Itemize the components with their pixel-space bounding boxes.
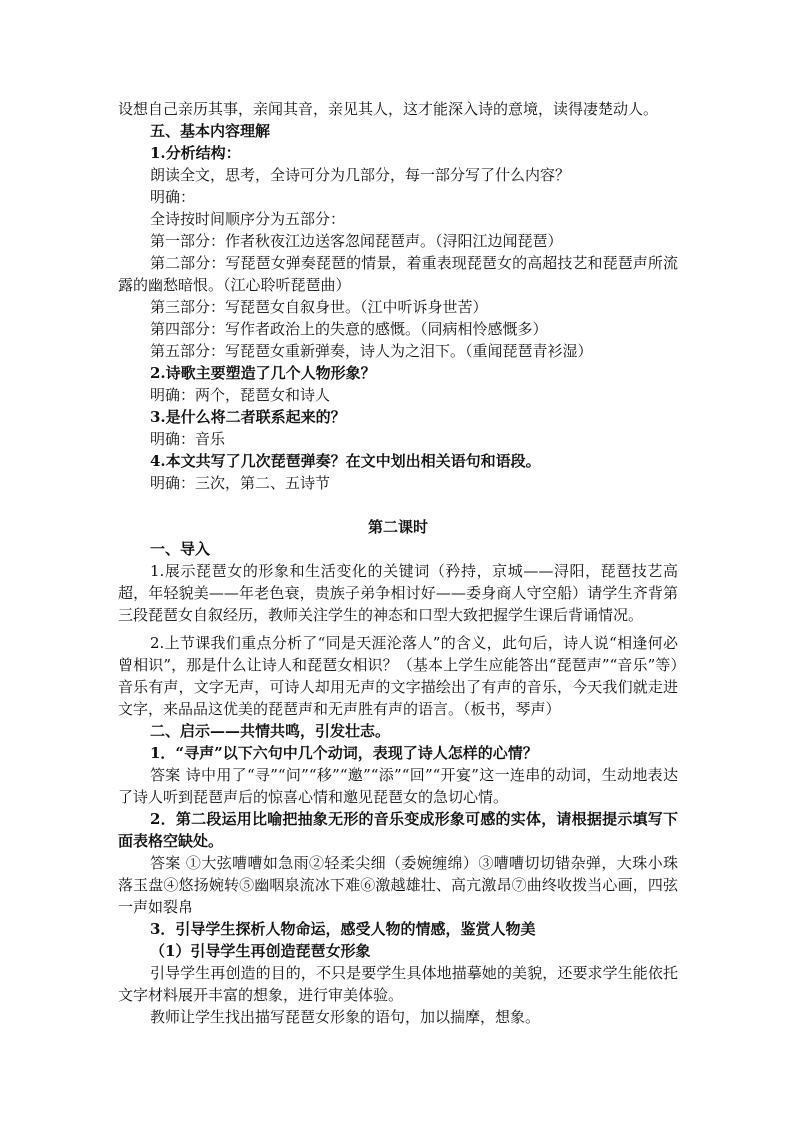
paragraph: 引导学生再创造的目的，不只是要学生具体地描摹她的美貌，还要求学生能依托文字材料展开丰富的想象，进行审美体验。: [118, 964, 678, 1004]
paragraph: 明确：音乐: [150, 430, 226, 448]
paragraph: 2.上节课我们重点分析了“同是天涯沦落人”的含义，此句后，诗人说“相逢何必曾相识”，那是什么让诗人和琵琶女相识？（基本上学生应能答出“琵琶声”“音乐”等）音乐有声，文字无声，可诗人却用无声的文字描绘出了有声的音乐，今天我们就走进文字，来品品这优美的琵琶声和无声胜有声的语言。（板书，琴声）: [118, 634, 678, 718]
section-heading: 二、启示——共情共鸣，引发壮志。: [150, 722, 391, 740]
question-heading: 2.诗歌主要塑造了几个人物形象？: [150, 364, 376, 382]
paragraph: 明确：两个，琵琶女和诗人: [150, 386, 331, 404]
paragraph: 第二部分：写琵琶女弹奏琵琶的情景，着重表现琵琶女的高超技艺和琵琶声所流露的幽愁暗恨。（江心聆听琵琶曲）: [118, 254, 678, 294]
paragraph: 明确：: [150, 188, 196, 206]
paragraph: 第五部分：写琵琶女重新弹奏，诗人为之泪下。（重闻琵琶青衫湿）: [150, 342, 593, 360]
answer-paragraph: 答案 ①大弦嘈嘈如急雨②轻柔尖细（委婉缠绵）③嘈嘈切切错杂弹，大珠小珠落玉盘④悠扬婉转⑤幽咽泉流冰下难⑥激越雄壮、高亢激昂⑦曲终收拨当心画，四弦一声如裂帛: [118, 854, 678, 916]
sub-heading: （1）引导学生再创造琵琶女形象: [150, 942, 371, 960]
section-heading: 五、基本内容理解: [150, 122, 271, 140]
paragraph: 设想自己亲历其事，亲闻其音，亲见其人，这才能深入诗的意境，读得凄楚动人。: [118, 100, 659, 118]
section-heading: 一、导入: [150, 540, 211, 558]
paragraph: 第四部分：写作者政治上的失意的感慨。（同病相怜感慨多）: [150, 320, 548, 338]
question-heading: 2．第二段运用比喻把抽象无形的音乐变成形象可感的实体，请根据提示填写下面表格空缺处。: [118, 810, 678, 850]
question-heading: 4.本文共写了几次琵琶弹奏？在文中划出相关语句和语段。: [150, 452, 541, 470]
question-heading: 3．引导学生探析人物命运，感受人物的情感，鉴赏人物美: [150, 920, 536, 938]
paragraph: 朗读全文，思考，全诗可分为几部分，每一部分写了什么内容？: [150, 166, 571, 184]
question-heading: 3.是什么将二者联系起来的？: [150, 408, 346, 426]
question-heading: 1．“寻声”以下六句中几个动词，表现了诗人怎样的心情？: [150, 744, 538, 762]
document-body: [118, 98, 678, 1028]
paragraph: 1.展示琵琶女的形象和生活变化的关键词（矜持，京城——浔阳，琵琶技艺高超，年轻貌美——年老色衰，贵族子弟争相讨好——委身商人守空船）请学生齐背第三段琵琶女自叙经历，教师关注学生的神态和口型大致把握学生课后背诵情况。: [118, 562, 678, 624]
paragraph: 第三部分：写琵琶女自叙身世。（江中听诉身世苦）: [150, 298, 488, 316]
answer-paragraph: 答案 诗中用了“寻”“问”“移”“邀”“添”“回”“开宴”这一连串的动词，生动地表达了诗人听到琵琶声后的惊喜心情和邀见琵琶女的急切心情。: [118, 766, 678, 806]
sub-heading: 1.分析结构：: [150, 144, 241, 162]
paragraph: 全诗按时间顺序分为五部分：: [150, 210, 346, 228]
paragraph: 教师让学生找出描写琵琶女形象的语句，加以揣摩，想象。: [150, 1008, 541, 1026]
paragraph: 明确：三次，第二、五诗节: [150, 474, 331, 492]
lesson-title: 第二课时: [367, 518, 428, 536]
paragraph: 第一部分：作者秋夜江边送客忽闻琵琶声。（浔阳江边闻琵琶）: [150, 232, 563, 250]
